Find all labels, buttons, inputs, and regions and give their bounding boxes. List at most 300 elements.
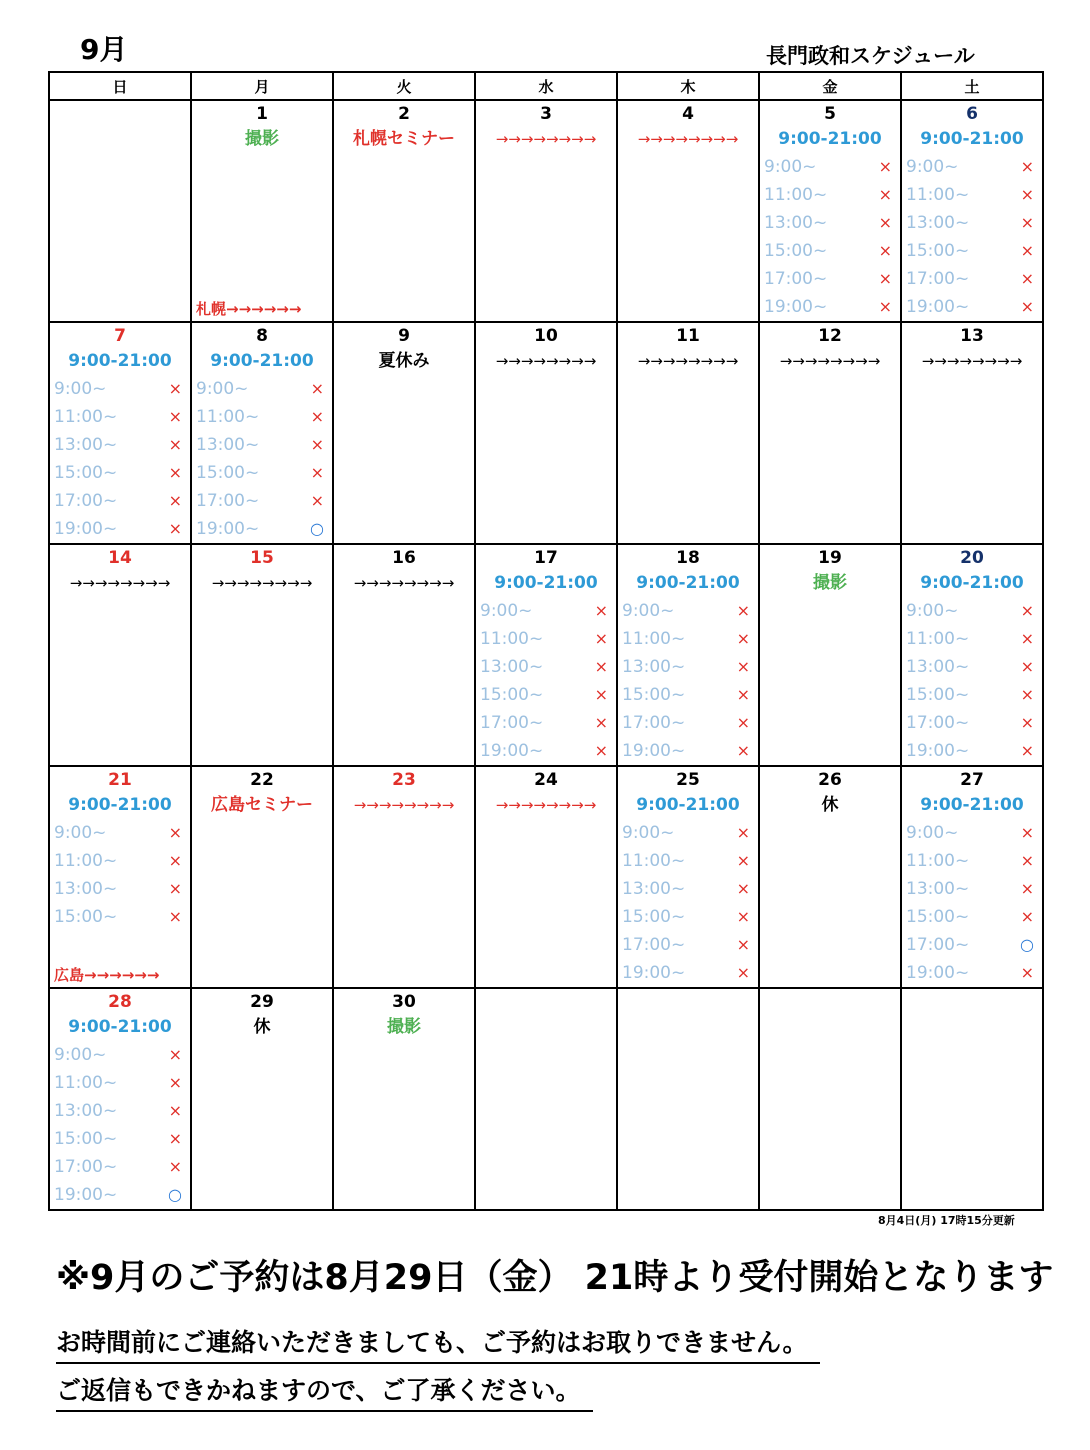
cross-mark-icon: × <box>878 297 892 316</box>
slot-time: 11:00~ <box>906 185 970 205</box>
day-cell <box>191 766 333 988</box>
business-hours: 9:00-21:00 <box>636 795 740 815</box>
cross-mark-icon: × <box>1020 297 1034 316</box>
event-label: 夏休み <box>378 351 430 371</box>
day-cell <box>617 988 759 1210</box>
cross-mark-icon: × <box>1020 185 1034 204</box>
time-slot <box>50 1069 190 1097</box>
time-slot <box>50 431 190 459</box>
cross-mark-icon: × <box>594 629 608 648</box>
updated-timestamp: 8月4日(月) 17時15分更新 <box>878 1214 1015 1227</box>
continuation-arrow: →→→→→→→→ <box>211 574 313 592</box>
slot-list <box>50 1041 190 1209</box>
cross-mark-icon: × <box>736 601 750 620</box>
slot-time: 13:00~ <box>906 213 970 233</box>
cross-mark-icon: × <box>1020 713 1034 732</box>
day-cell <box>49 322 191 544</box>
time-slot <box>902 209 1042 237</box>
cross-mark-icon: × <box>168 1129 182 1148</box>
day-number: 30 <box>392 992 416 1012</box>
continuation-arrow: →→→→→→→→ <box>353 574 455 592</box>
day-number: 13 <box>960 326 984 346</box>
business-hours: 9:00-21:00 <box>68 795 172 815</box>
slot-time: 9:00~ <box>54 1045 107 1065</box>
time-slot <box>192 403 332 431</box>
day-cell <box>333 988 475 1210</box>
day-number: 28 <box>108 992 132 1012</box>
time-slot <box>476 597 616 625</box>
continuation-arrow: →→→→→→→→ <box>637 352 739 370</box>
slot-time: 19:00~ <box>906 297 970 317</box>
event-label: 札幌セミナー <box>353 129 455 149</box>
time-slot <box>902 875 1042 903</box>
time-slot <box>50 459 190 487</box>
slot-time: 19:00~ <box>54 519 118 539</box>
cross-mark-icon: × <box>878 157 892 176</box>
day-number: 23 <box>392 770 416 790</box>
day-number: 2 <box>398 104 410 124</box>
cross-mark-icon: × <box>878 213 892 232</box>
time-slot <box>902 931 1042 959</box>
cross-mark-icon: × <box>168 823 182 842</box>
slot-time: 13:00~ <box>906 879 970 899</box>
business-hours: 9:00-21:00 <box>920 129 1024 149</box>
slot-time: 15:00~ <box>54 1129 118 1149</box>
cross-mark-icon: × <box>310 491 324 510</box>
time-slot <box>618 959 758 987</box>
business-hours: 9:00-21:00 <box>778 129 882 149</box>
slot-list <box>476 597 616 765</box>
day-cell <box>49 766 191 988</box>
slot-list <box>618 819 758 987</box>
day-number <box>50 101 190 125</box>
contact-notice-line1: お時間前にご連絡いただきましても、ご予約はお取りできません。 <box>56 1323 820 1364</box>
day-cell <box>901 988 1043 1210</box>
slot-time: 19:00~ <box>906 741 970 761</box>
time-slot <box>192 375 332 403</box>
slot-time: 15:00~ <box>622 685 686 705</box>
day-cell <box>475 988 617 1210</box>
day-cell <box>475 766 617 988</box>
cross-mark-icon: × <box>1020 241 1034 260</box>
slot-time: 9:00~ <box>622 823 675 843</box>
day-number: 9 <box>398 326 410 346</box>
week-row <box>49 766 1043 988</box>
cross-mark-icon: × <box>878 241 892 260</box>
slot-time: 9:00~ <box>906 157 959 177</box>
day-cell <box>617 766 759 988</box>
cross-mark-icon: × <box>1020 213 1034 232</box>
cross-mark-icon: × <box>736 629 750 648</box>
slot-list <box>618 597 758 765</box>
slot-time: 13:00~ <box>54 1101 118 1121</box>
day-cell <box>49 544 191 766</box>
day-cell <box>901 766 1043 988</box>
cross-mark-icon: × <box>168 519 182 538</box>
cross-mark-icon: × <box>168 1045 182 1064</box>
cross-mark-icon: × <box>736 907 750 926</box>
weekday-tue: 火 <box>333 72 475 100</box>
business-hours: 9:00-21:00 <box>68 351 172 371</box>
slot-time: 11:00~ <box>906 629 970 649</box>
time-slot <box>618 875 758 903</box>
slot-time: 11:00~ <box>480 629 544 649</box>
day-number: 3 <box>540 104 552 124</box>
slot-time: 9:00~ <box>764 157 817 177</box>
time-slot <box>50 903 190 931</box>
cross-mark-icon: × <box>168 1073 182 1092</box>
contact-notice-line2: ご返信もできかねますので、ご了承ください。 <box>56 1371 593 1412</box>
time-slot <box>760 265 900 293</box>
time-slot <box>902 153 1042 181</box>
day-number: 19 <box>818 548 842 568</box>
time-slot <box>50 515 190 543</box>
business-hours: 9:00-21:00 <box>920 573 1024 593</box>
day-number: 7 <box>114 326 126 346</box>
day-cell <box>191 100 333 322</box>
day-cell <box>901 322 1043 544</box>
day-cell <box>901 544 1043 766</box>
day-cell <box>475 100 617 322</box>
business-hours: 9:00-21:00 <box>210 351 314 371</box>
day-number: 15 <box>250 548 274 568</box>
time-slot <box>618 625 758 653</box>
day-cell <box>759 988 901 1210</box>
cross-mark-icon: × <box>168 407 182 426</box>
time-slot <box>50 1153 190 1181</box>
time-slot <box>50 1181 190 1209</box>
day-number: 29 <box>250 992 274 1012</box>
cross-mark-icon: × <box>878 269 892 288</box>
day-cell <box>617 544 759 766</box>
time-slot <box>476 709 616 737</box>
cross-mark-icon: × <box>736 823 750 842</box>
trip-arrow: 広島→→→→→→ <box>54 966 160 984</box>
time-slot <box>902 597 1042 625</box>
time-slot <box>618 709 758 737</box>
slot-time: 11:00~ <box>54 851 118 871</box>
time-slot <box>192 459 332 487</box>
time-slot <box>50 1125 190 1153</box>
event-label: 撮影 <box>245 129 279 149</box>
cross-mark-icon: × <box>168 435 182 454</box>
cross-mark-icon: × <box>310 407 324 426</box>
slot-time: 13:00~ <box>54 879 118 899</box>
slot-time: 9:00~ <box>54 379 107 399</box>
day-cell <box>901 100 1043 322</box>
time-slot <box>192 431 332 459</box>
day-number: 6 <box>966 104 978 124</box>
slot-time: 9:00~ <box>196 379 249 399</box>
day-cell <box>759 100 901 322</box>
day-cell <box>617 100 759 322</box>
time-slot <box>50 819 190 847</box>
slot-time: 9:00~ <box>906 601 959 621</box>
time-slot <box>476 737 616 765</box>
cross-mark-icon: × <box>736 685 750 704</box>
cross-mark-icon: × <box>168 879 182 898</box>
cross-mark-icon: × <box>736 741 750 760</box>
day-number: 18 <box>676 548 700 568</box>
slot-list <box>760 153 900 321</box>
day-number: 8 <box>256 326 268 346</box>
day-number: 12 <box>818 326 842 346</box>
cross-mark-icon: × <box>1020 879 1034 898</box>
continuation-arrow: →→→→→→→→ <box>495 796 597 814</box>
slot-list <box>902 819 1042 987</box>
day-cell <box>759 544 901 766</box>
day-number: 4 <box>682 104 694 124</box>
time-slot <box>760 237 900 265</box>
time-slot <box>902 819 1042 847</box>
time-slot <box>902 903 1042 931</box>
continuation-arrow: →→→→→→→→ <box>353 796 455 814</box>
event-label: 広島セミナー <box>211 795 313 815</box>
time-slot <box>476 653 616 681</box>
cross-mark-icon: × <box>168 1101 182 1120</box>
day-cell <box>759 766 901 988</box>
slot-time: 13:00~ <box>196 435 260 455</box>
cross-mark-icon: × <box>310 379 324 398</box>
slot-list <box>192 375 332 543</box>
event-label: 休 <box>253 1017 271 1037</box>
cross-mark-icon: × <box>1020 741 1034 760</box>
time-slot <box>50 487 190 515</box>
slot-time: 11:00~ <box>622 629 686 649</box>
trip-arrow: 札幌→→→→→→ <box>196 300 302 318</box>
business-hours: 9:00-21:00 <box>494 573 598 593</box>
slot-time: 15:00~ <box>480 685 544 705</box>
time-slot <box>760 153 900 181</box>
time-slot <box>902 681 1042 709</box>
day-number: 5 <box>824 104 836 124</box>
time-slot <box>618 819 758 847</box>
time-slot <box>902 181 1042 209</box>
time-slot <box>50 375 190 403</box>
cross-mark-icon: × <box>736 851 750 870</box>
slot-time: 15:00~ <box>764 241 828 261</box>
slot-time: 17:00~ <box>622 713 686 733</box>
cross-mark-icon: × <box>168 851 182 870</box>
circle-icon: ○ <box>1020 935 1034 954</box>
day-number: 14 <box>108 548 132 568</box>
business-hours: 9:00-21:00 <box>920 795 1024 815</box>
cross-mark-icon: × <box>1020 907 1034 926</box>
day-number: 25 <box>676 770 700 790</box>
week-row <box>49 100 1043 322</box>
day-cell <box>475 544 617 766</box>
slot-time: 13:00~ <box>622 879 686 899</box>
time-slot <box>902 737 1042 765</box>
day-number <box>760 989 900 1013</box>
day-number: 24 <box>534 770 558 790</box>
cross-mark-icon: × <box>736 879 750 898</box>
time-slot <box>760 209 900 237</box>
slot-time: 17:00~ <box>622 935 686 955</box>
time-slot <box>50 1097 190 1125</box>
weekday-thu: 木 <box>617 72 759 100</box>
weekday-fri: 金 <box>759 72 901 100</box>
event-label: 撮影 <box>387 1017 421 1037</box>
slot-time: 13:00~ <box>480 657 544 677</box>
day-cell <box>333 100 475 322</box>
day-number <box>902 989 1042 1013</box>
weekday-mon: 月 <box>191 72 333 100</box>
slot-list <box>902 597 1042 765</box>
slot-time: 17:00~ <box>54 1157 118 1177</box>
cross-mark-icon: × <box>1020 823 1034 842</box>
cross-mark-icon: × <box>594 685 608 704</box>
time-slot <box>760 181 900 209</box>
day-cell <box>333 322 475 544</box>
cross-mark-icon: × <box>736 657 750 676</box>
cross-mark-icon: × <box>1020 269 1034 288</box>
calendar-grid <box>48 71 1044 1211</box>
day-cell <box>475 322 617 544</box>
day-number: 20 <box>960 548 984 568</box>
day-number <box>476 989 616 1013</box>
slot-time: 17:00~ <box>480 713 544 733</box>
day-number: 22 <box>250 770 274 790</box>
time-slot <box>902 847 1042 875</box>
cross-mark-icon: × <box>736 935 750 954</box>
continuation-arrow: →→→→→→→→ <box>495 352 597 370</box>
business-hours: 9:00-21:00 <box>636 573 740 593</box>
slot-list <box>50 819 190 931</box>
time-slot <box>902 709 1042 737</box>
slot-time: 15:00~ <box>906 685 970 705</box>
event-label: 撮影 <box>813 573 847 593</box>
month-heading: 9月 <box>80 33 128 66</box>
time-slot <box>760 293 900 321</box>
day-number: 17 <box>534 548 558 568</box>
slot-time: 17:00~ <box>906 935 970 955</box>
day-number: 16 <box>392 548 416 568</box>
cross-mark-icon: × <box>1020 685 1034 704</box>
slot-time: 15:00~ <box>906 241 970 261</box>
slot-time: 15:00~ <box>54 463 118 483</box>
cross-mark-icon: × <box>1020 629 1034 648</box>
day-number: 11 <box>676 326 700 346</box>
cross-mark-icon: × <box>1020 657 1034 676</box>
cross-mark-icon: × <box>168 463 182 482</box>
day-cell <box>617 322 759 544</box>
continuation-arrow: →→→→→→→→ <box>637 130 739 148</box>
week-row <box>49 322 1043 544</box>
continuation-arrow: →→→→→→→→ <box>779 352 881 370</box>
schedule-title: 長門政和スケジュール <box>766 44 975 68</box>
slot-time: 11:00~ <box>196 407 260 427</box>
cross-mark-icon: × <box>168 907 182 926</box>
day-cell <box>49 100 191 322</box>
slot-time: 11:00~ <box>622 851 686 871</box>
day-number: 26 <box>818 770 842 790</box>
cross-mark-icon: × <box>594 741 608 760</box>
circle-icon: ○ <box>310 519 324 538</box>
day-cell <box>49 988 191 1210</box>
slot-time: 15:00~ <box>54 907 118 927</box>
cross-mark-icon: × <box>594 657 608 676</box>
weekday-wed: 水 <box>475 72 617 100</box>
day-cell <box>333 544 475 766</box>
slot-time: 15:00~ <box>622 907 686 927</box>
time-slot <box>618 681 758 709</box>
slot-time: 11:00~ <box>54 1073 118 1093</box>
day-cell <box>759 322 901 544</box>
weekday-header-row <box>49 72 1043 100</box>
time-slot <box>902 653 1042 681</box>
time-slot <box>902 265 1042 293</box>
time-slot <box>618 847 758 875</box>
time-slot <box>902 959 1042 987</box>
slot-list <box>902 153 1042 321</box>
day-cell <box>191 988 333 1210</box>
cross-mark-icon: × <box>1020 157 1034 176</box>
day-cell <box>191 544 333 766</box>
slot-time: 17:00~ <box>906 269 970 289</box>
time-slot <box>192 487 332 515</box>
slot-list <box>50 375 190 543</box>
time-slot <box>50 1041 190 1069</box>
slot-time: 9:00~ <box>906 823 959 843</box>
cross-mark-icon: × <box>1020 601 1034 620</box>
slot-time: 19:00~ <box>622 741 686 761</box>
cross-mark-icon: × <box>310 463 324 482</box>
slot-time: 13:00~ <box>54 435 118 455</box>
cross-mark-icon: × <box>736 713 750 732</box>
day-number: 10 <box>534 326 558 346</box>
slot-time: 17:00~ <box>196 491 260 511</box>
slot-time: 17:00~ <box>906 713 970 733</box>
slot-time: 15:00~ <box>906 907 970 927</box>
slot-time: 19:00~ <box>196 519 260 539</box>
cross-mark-icon: × <box>168 1157 182 1176</box>
weekday-sun: 日 <box>49 72 191 100</box>
booking-notice: ※9月のご予約は8月29日（金） 21時より受付開始となります <box>56 1258 1054 1298</box>
slot-time: 9:00~ <box>480 601 533 621</box>
slot-time: 11:00~ <box>764 185 828 205</box>
slot-time: 19:00~ <box>764 297 828 317</box>
time-slot <box>618 597 758 625</box>
time-slot <box>50 875 190 903</box>
slot-time: 15:00~ <box>196 463 260 483</box>
slot-time: 13:00~ <box>906 657 970 677</box>
continuation-arrow: →→→→→→→→ <box>495 130 597 148</box>
time-slot <box>902 625 1042 653</box>
slot-time: 13:00~ <box>622 657 686 677</box>
time-slot <box>50 403 190 431</box>
slot-time: 11:00~ <box>906 851 970 871</box>
cross-mark-icon: × <box>1020 851 1034 870</box>
day-number: 1 <box>256 104 268 124</box>
week-row <box>49 544 1043 766</box>
day-number <box>618 989 758 1013</box>
slot-time: 17:00~ <box>764 269 828 289</box>
time-slot <box>476 681 616 709</box>
time-slot <box>618 653 758 681</box>
time-slot <box>618 931 758 959</box>
time-slot <box>618 903 758 931</box>
day-number: 21 <box>108 770 132 790</box>
continuation-arrow: →→→→→→→→ <box>69 574 171 592</box>
slot-time: 19:00~ <box>480 741 544 761</box>
cross-mark-icon: × <box>736 963 750 982</box>
slot-time: 9:00~ <box>54 823 107 843</box>
weekday-sat: 土 <box>901 72 1043 100</box>
slot-time: 17:00~ <box>54 491 118 511</box>
time-slot <box>618 737 758 765</box>
event-label: 休 <box>821 795 839 815</box>
